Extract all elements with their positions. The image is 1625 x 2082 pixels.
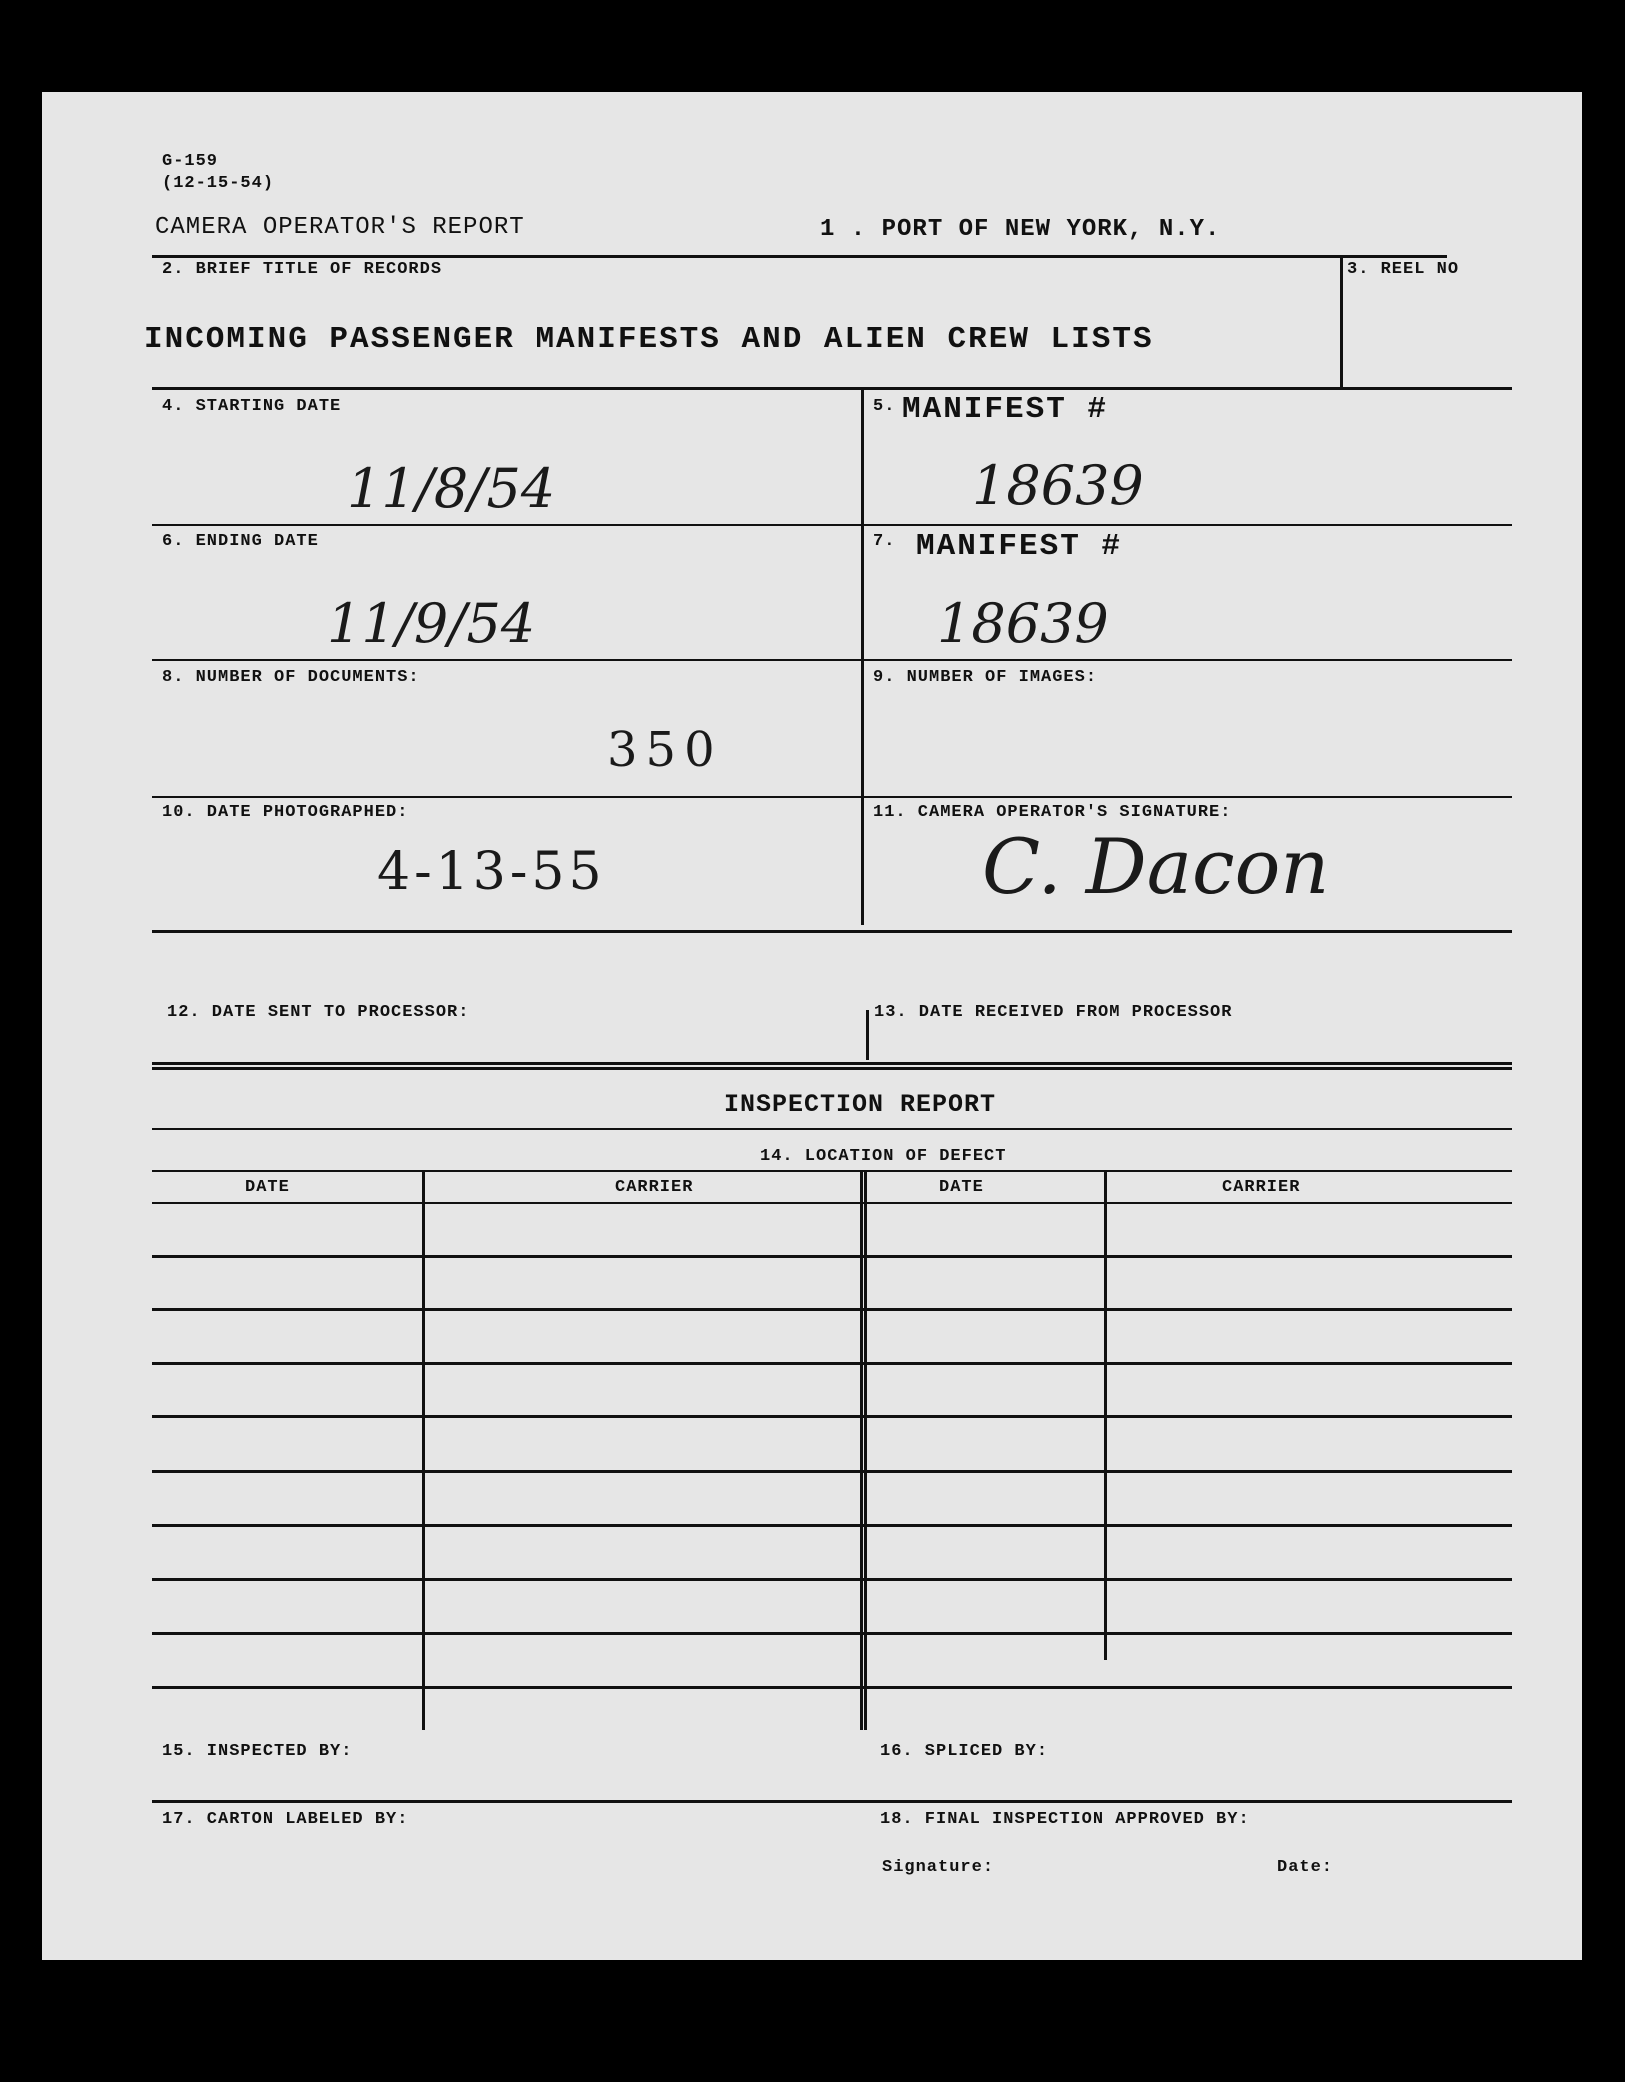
table-row	[152, 1362, 1512, 1365]
final-inspection-label: 18. FINAL INSPECTION APPROVED BY:	[880, 1810, 1250, 1829]
table-row	[152, 1632, 1512, 1635]
table-row	[152, 1308, 1512, 1311]
table-row	[152, 1470, 1512, 1473]
number-of-documents-label: 8. NUMBER OF DOCUMENTS:	[162, 668, 420, 687]
starting-date-value: 11/8/54	[347, 457, 556, 520]
ending-date-value: 11/9/54	[327, 592, 536, 655]
table-row	[152, 1686, 1512, 1689]
field-7-number: 7.	[873, 532, 896, 551]
table-row	[152, 1578, 1512, 1581]
brief-title-label: 2. BRIEF TITLE OF RECORDS	[162, 260, 443, 279]
field-7-label: MANIFEST #	[916, 529, 1123, 564]
field-7-value: 18639	[937, 592, 1109, 655]
field-5-number: 5.	[873, 397, 896, 416]
ending-date-label: 6. ENDING DATE	[162, 532, 319, 551]
form-revision: (12-15-54)	[162, 174, 275, 193]
port-field: 1 . PORT OF NEW YORK, N.Y.	[820, 216, 1221, 243]
date-received-from-processor-label: 13. DATE RECEIVED FROM PROCESSOR	[874, 1003, 1233, 1022]
table-row	[152, 1524, 1512, 1527]
carton-labeled-by-label: 17. CARTON LABELED BY:	[162, 1810, 409, 1829]
inspection-report-title: INSPECTION REPORT	[724, 1090, 997, 1119]
location-of-defect-label: 14. LOCATION OF DEFECT	[760, 1147, 1007, 1166]
column-header-date: DATE	[245, 1178, 290, 1197]
camera-operator-signature: C. Dacon	[982, 822, 1330, 911]
field-5-value: 18639	[972, 454, 1144, 517]
column-header-carrier: CARRIER	[615, 1178, 694, 1197]
number-of-images-label: 9. NUMBER OF IMAGES:	[873, 668, 1098, 687]
form-code: G-159	[162, 152, 219, 171]
number-of-documents-value: 350	[607, 722, 723, 778]
column-header-date: DATE	[939, 1178, 984, 1197]
starting-date-label: 4. STARTING DATE	[162, 397, 342, 416]
reel-number-label: 3. REEL NO	[1347, 260, 1460, 279]
inspected-by-label: 15. INSPECTED BY:	[162, 1742, 353, 1761]
form-title: CAMERA OPERATOR'S REPORT	[155, 214, 525, 241]
table-row	[152, 1415, 1512, 1418]
date-photographed-label: 10. DATE PHOTOGRAPHED:	[162, 803, 409, 822]
date-photographed-value: 4-13-55	[377, 842, 606, 902]
column-header-carrier: CARRIER	[1222, 1178, 1301, 1197]
brief-title-value: INCOMING PASSENGER MANIFESTS AND ALIEN CREW LISTS	[144, 322, 1154, 357]
camera-operator-signature-label: 11. CAMERA OPERATOR'S SIGNATURE:	[873, 803, 1232, 822]
spliced-by-label: 16. SPLICED BY:	[880, 1742, 1049, 1761]
signature-label: Signature:	[882, 1858, 995, 1877]
report-form	[42, 92, 1582, 1960]
date-label: Date:	[1277, 1858, 1334, 1877]
field-5-label: MANIFEST #	[902, 392, 1109, 427]
date-sent-to-processor-label: 12. DATE SENT TO PROCESSOR:	[167, 1003, 470, 1022]
table-row	[152, 1255, 1512, 1258]
